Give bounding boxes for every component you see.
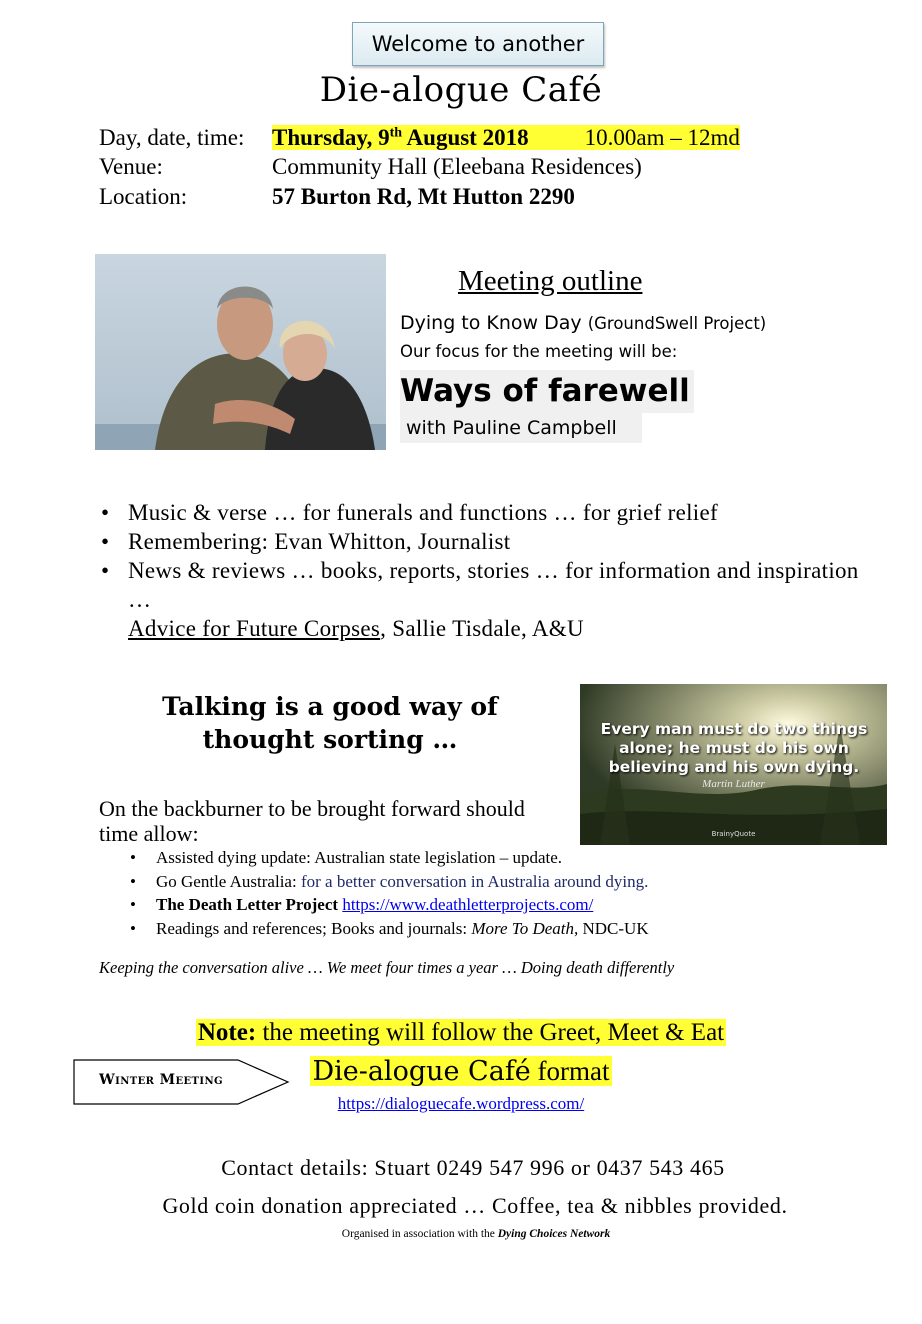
outline-topic: Ways of farewell	[400, 370, 694, 413]
list-item: • News & reviews … books, reports, stories … for information and inspiration … Advice for Future Corpses, Sallie Tisdale, A&U	[101, 558, 859, 641]
date-value: Thursday, 9th August 2018 10.00am – 12md	[272, 125, 740, 150]
book-title: Advice for Future Corpses	[128, 616, 381, 641]
organiser-note: Organised in association with the Dying Choices Network	[341, 1228, 611, 1240]
agenda-list	[99, 498, 859, 643]
venue-value: Community Hall (Eleebana Residences)	[272, 154, 642, 179]
outline-presenter: with Pauline Campbell	[400, 413, 642, 443]
location-label: Location:	[99, 184, 188, 209]
note-format: Die-alogue Café format	[312, 1056, 610, 1087]
time-value: 10.00am – 12md	[584, 125, 740, 150]
list-item: • Readings and references; Books and journals: More To Death, NDC-UK	[130, 918, 649, 938]
winter-meeting-label: Winter Meeting	[99, 1072, 223, 1088]
date-label: Day, date, time:	[99, 125, 245, 150]
quote-author: Martin Luther	[702, 778, 765, 790]
list-item: • Assisted dying update: Australian state legislation – update.	[130, 848, 563, 867]
list-item: • Remembering: Evan Whitton, Journalist	[101, 529, 511, 554]
quote-image	[580, 684, 887, 845]
outline-focus: Our focus for the meeting will be:	[400, 342, 678, 361]
welcome-banner	[352, 22, 604, 66]
contact-details: Contact details: Stuart 0249 547 996 or 0437 543 465	[221, 1155, 725, 1180]
welcome-text: Welcome to another	[371, 32, 585, 56]
keeping-tagline: Keeping the conversation alive … We meet four times a year … Doing death differently	[99, 958, 675, 977]
note-line: Note: the meeting will follow the Greet, Meet & Eat	[197, 1019, 725, 1046]
list-item: • The Death Letter Project https://www.deathletterprojects.com/	[130, 895, 594, 914]
brainyquote-logo: BrainyQuote	[711, 830, 756, 838]
outline-title: Meeting outline	[458, 265, 643, 297]
donation-note: Gold coin donation appreciated … Coffee, tea & nibbles provided.	[162, 1193, 788, 1218]
quote-text: Every man must do two things alone; he must do his own believing and his own dying.	[600, 720, 868, 776]
location-value: 57 Burton Rd, Mt Hutton 2290	[272, 184, 575, 209]
venue-label: Venue:	[99, 154, 163, 179]
list-item: • Music & verse … for funerals and functions … for grief relief	[101, 500, 718, 525]
backburner-intro: On the backburner to be brought forward should time allow:	[99, 796, 525, 846]
outline-line1: Dying to Know Day (GroundSwell Project)	[400, 312, 767, 334]
list-item: • Go Gentle Australia: for a better conversation in Australia around dying.	[130, 871, 649, 891]
page-title: Die-alogue Café	[319, 70, 603, 110]
death-letter-link[interactable]: https://www.deathletterprojects.com/	[342, 895, 594, 914]
couple-photo	[95, 254, 386, 450]
cafe-website-link[interactable]: https://dialoguecafe.wordpress.com/	[337, 1094, 585, 1113]
talking-heading: Talking is a good way of thought sorting …	[162, 692, 498, 754]
backburner-list	[128, 846, 848, 940]
